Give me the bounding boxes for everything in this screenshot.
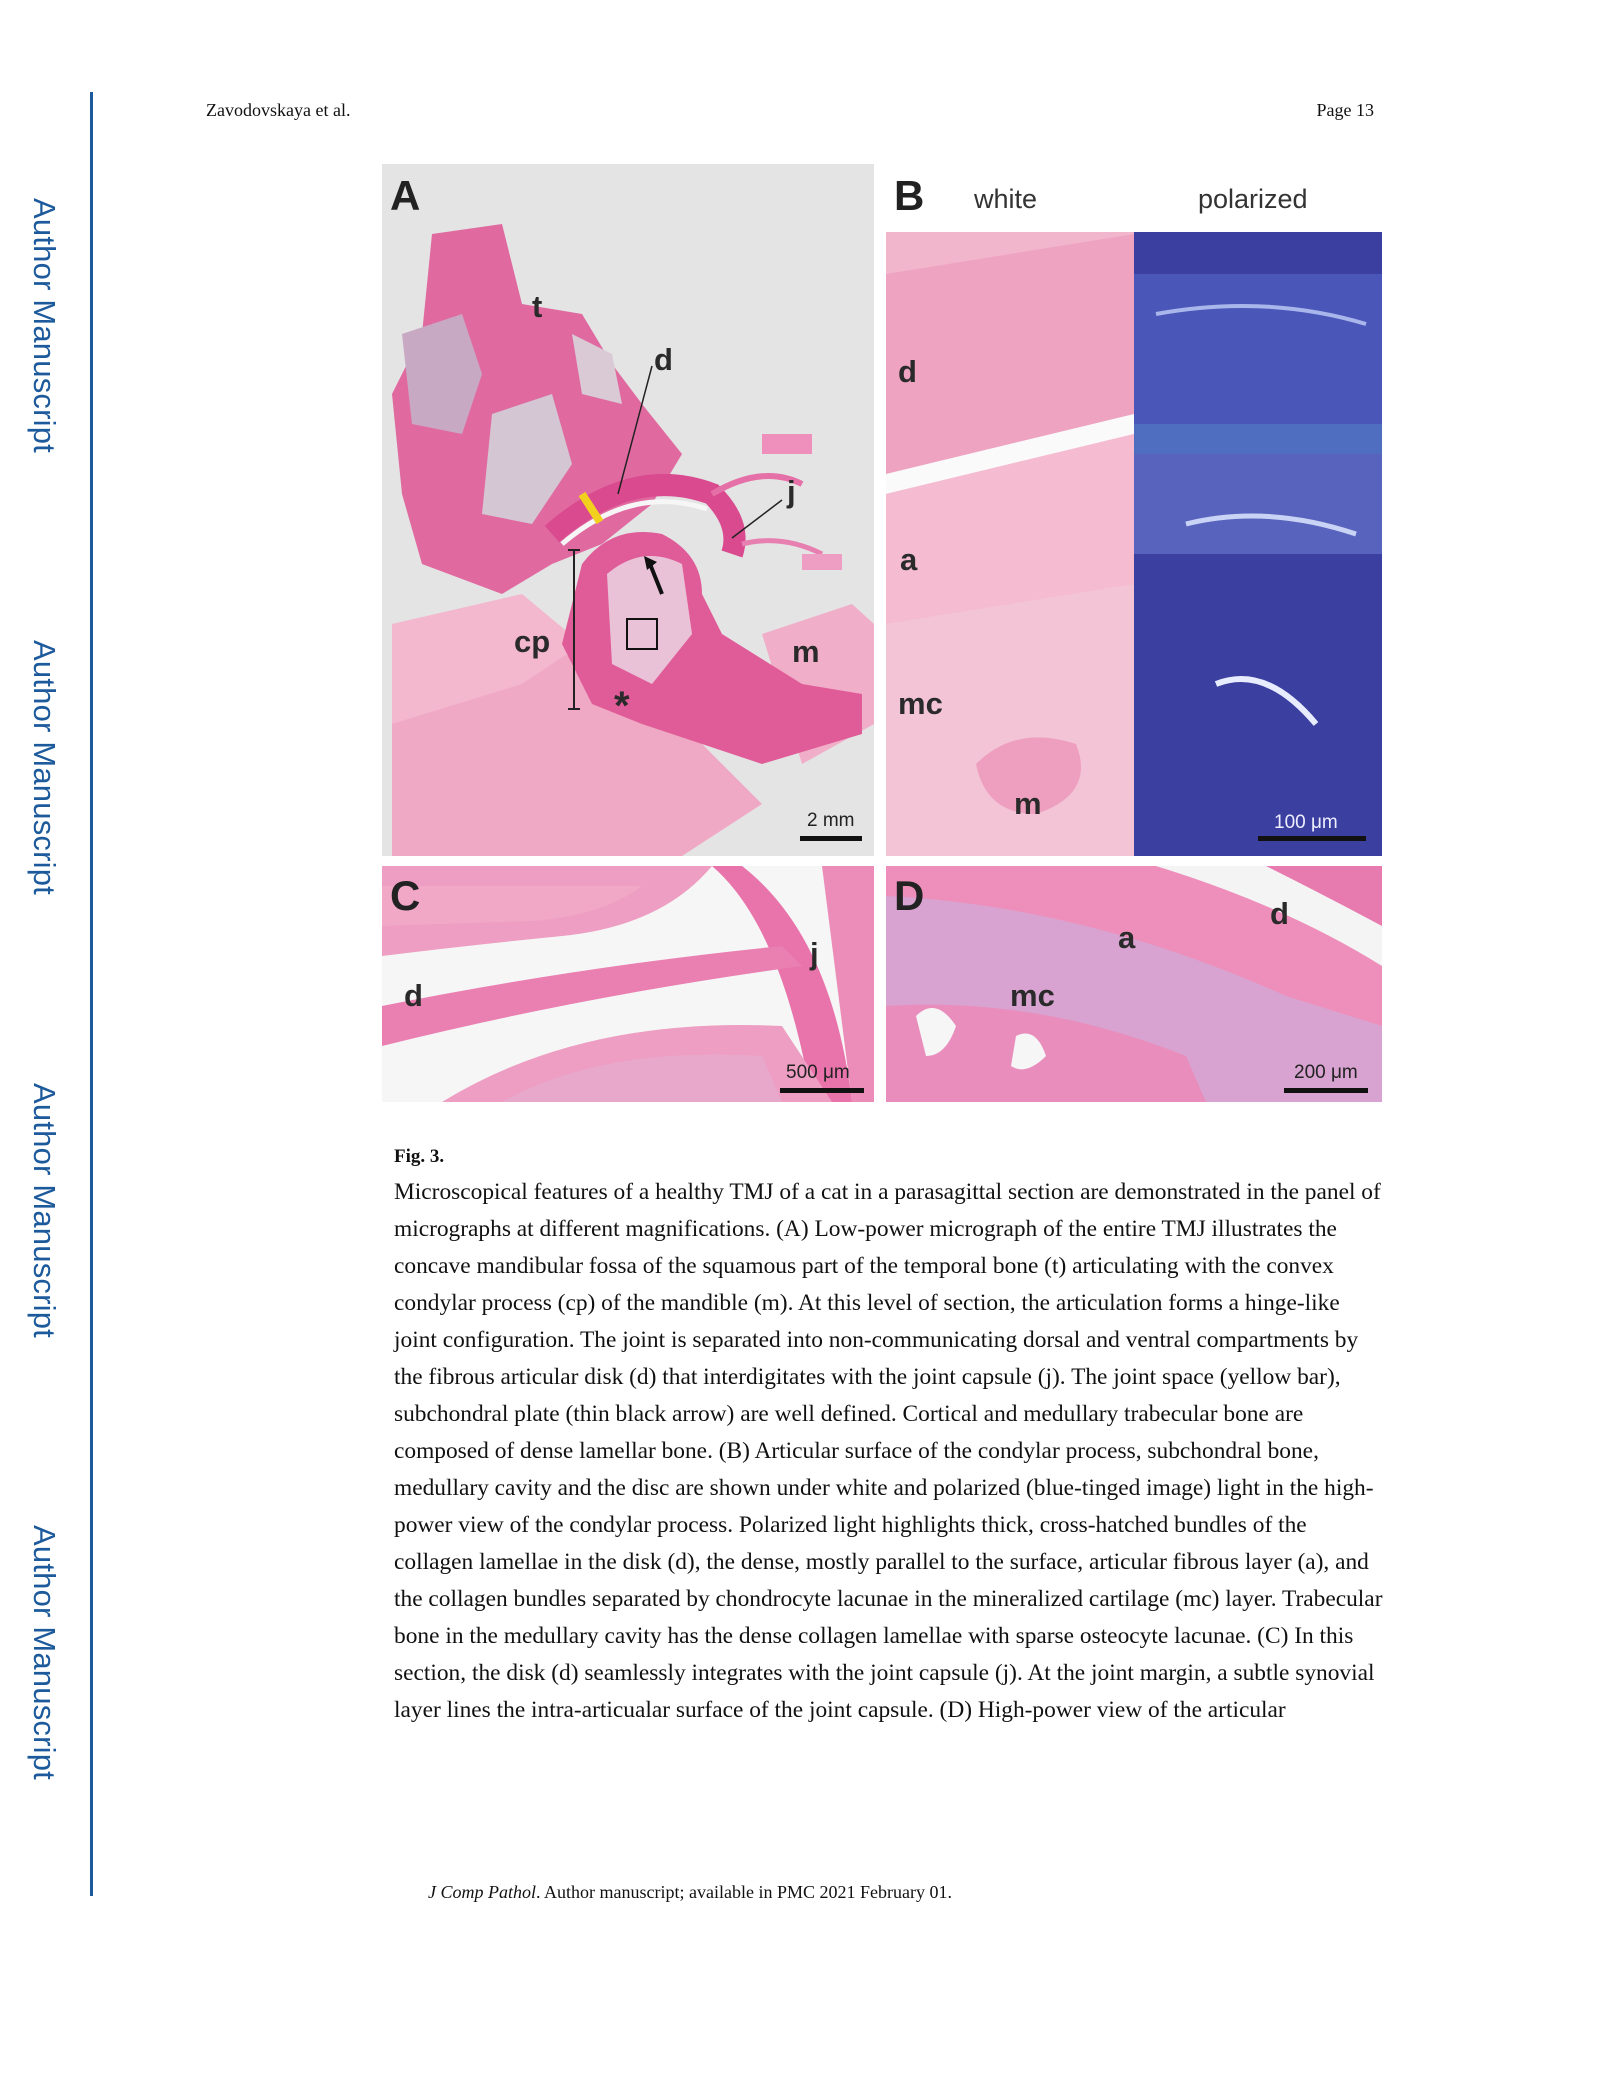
- panel-c-letter: C: [390, 872, 421, 919]
- panel-d-label-mc: mc: [1010, 978, 1055, 1013]
- panel-b-label-m: m: [1014, 786, 1042, 821]
- panel-b: [886, 164, 1382, 856]
- panel-d-scale-text: 200 μm: [1294, 1062, 1358, 1083]
- label-d: d: [654, 342, 673, 377]
- caption-title: Fig. 3.: [394, 1146, 445, 1167]
- panel-d-scale-bar: [1284, 1088, 1368, 1093]
- panel-d-letter: D: [894, 872, 925, 919]
- panel-b-label-mc: mc: [898, 686, 943, 721]
- panel-b-label-d: d: [898, 354, 917, 389]
- panel-c-label-j: j: [810, 936, 819, 971]
- figure-3: [382, 164, 1392, 1114]
- footer-availability: . Author manuscript; available in PMC 2021 February 01.: [536, 1882, 952, 1902]
- panel-d: [886, 866, 1382, 1102]
- journal-footer: [428, 1882, 952, 1903]
- panel-a-micrograph: [382, 164, 874, 856]
- panel-c-scale-bar: [780, 1088, 864, 1093]
- panel-b-col-white: white: [974, 184, 1038, 214]
- side-rule: [90, 92, 93, 1896]
- panel-c-scale-text: 500 μm: [786, 1062, 850, 1083]
- panel-b-label-a: a: [900, 542, 918, 577]
- panel-c: [382, 866, 874, 1102]
- running-header-author: Zavodovskaya et al.: [206, 100, 351, 120]
- label-cp: cp: [514, 624, 551, 659]
- panel-d-label-d: d: [1270, 896, 1289, 931]
- panel-a: [382, 164, 874, 856]
- panel-a-scale-text: 2 mm: [807, 810, 855, 831]
- panel-a-scale-bar: [800, 836, 862, 841]
- panel-c-label-d: d: [404, 978, 423, 1013]
- panel-b-col-polarized: polarized: [1198, 184, 1308, 214]
- label-j: j: [787, 474, 796, 509]
- panel-b-micrograph: [886, 164, 1382, 856]
- figure-caption: [394, 1146, 1384, 1729]
- journal-name: J Comp Pathol: [428, 1882, 536, 1902]
- panel-b-scale-text: 100 μm: [1274, 812, 1338, 833]
- label-asterisk: *: [614, 684, 630, 728]
- panel-a-letter: A: [390, 172, 421, 219]
- panel-b-scale-bar: [1258, 836, 1366, 841]
- label-m: m: [792, 634, 820, 669]
- label-t: t: [532, 289, 543, 324]
- page-number: Page 13: [1316, 100, 1374, 120]
- caption-body: Microscopical features of a healthy TMJ of a cat in a parasagittal section are demonstrated in the panel of micrographs at different magnifications. (A) Low-power micrograph of the entire TMJ illustrates the concave mandibular fossa of the squamous part of the temporal bone (t) articulating with the convex condylar process (cp) of the mandible (m). At this level of section, the articulation forms a hinge-like joint configuration. The joint is separated into non-communicating dorsal and ventral compartments by the fibrous articular disk (d) that interdigitates with the joint capsule (j). The joint space (yellow bar), subchondral plate (thin black arrow) are well defined. Cortical and medullary trabecular bone are composed of dense lamellar bone. (B) Articular surface of the condylar process, subchondral bone, medullary cavity and the disc are shown under white and polarized (blue-tinged image) light in the high-power view of the condylar process. Polarized light highlights thick, cross-hatched bundles of the collagen lamellae in the disk (d), the dense, mostly parallel to the surface, articular fibrous layer (a), and the collagen bundles separated by chondrocyte lacunae in the mineralized cartilage (mc) layer. Trabecular bone in the medullary cavity has the dense collagen lamellae with sparse osteocyte lacunae. (C) In this section, the disk (d) seamlessly integrates with the joint capsule (j). At the joint margin, a subtle synovial layer lines the intra-articualar surface of the joint capsule. (D) High-power view of the articular: [394, 1179, 1383, 1723]
- panel-d-label-a: a: [1118, 920, 1136, 955]
- panel-b-letter: B: [894, 172, 925, 219]
